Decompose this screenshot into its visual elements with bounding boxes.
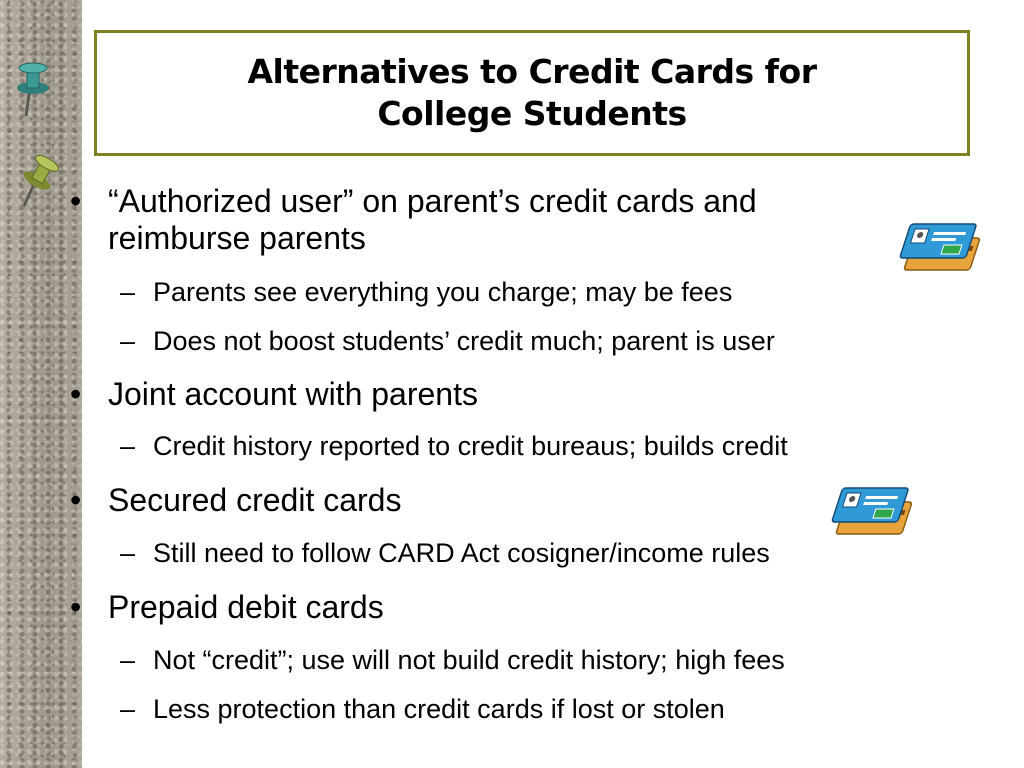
sub-bullet-item bbox=[120, 325, 775, 357]
sub-bullet-item bbox=[120, 644, 785, 676]
sub-bullet-text: Parents see everything you charge; may be fees bbox=[153, 277, 733, 307]
dash-marker: – bbox=[120, 326, 136, 356]
bullet-item bbox=[70, 183, 757, 257]
bullet-text: reimburse parents bbox=[108, 220, 366, 256]
bullet-item bbox=[70, 376, 478, 413]
bullet-text: Joint account with parents bbox=[108, 376, 478, 412]
sub-bullet-item bbox=[120, 276, 732, 308]
page-title bbox=[248, 51, 817, 135]
bullet-text: Secured credit cards bbox=[108, 482, 402, 518]
bullet-marker: • bbox=[70, 183, 82, 219]
pushpin-icon bbox=[8, 58, 64, 120]
sub-bullet-item bbox=[120, 430, 788, 462]
sub-bullet-text: Less protection than credit cards if lost or stolen bbox=[153, 694, 725, 724]
bullet-text: “Authorized user” on parent’s credit cards and bbox=[108, 183, 757, 219]
credit-cards-icon bbox=[830, 484, 922, 538]
title-line-1: Alternatives to Credit Cards for bbox=[247, 52, 817, 91]
bullet-marker: • bbox=[70, 376, 82, 412]
bullet-item bbox=[70, 482, 401, 519]
dash-marker: – bbox=[120, 431, 136, 461]
title-line-2: College Students bbox=[377, 94, 687, 133]
sub-bullet-text: Still need to follow CARD Act cosigner/income rules bbox=[153, 538, 770, 568]
dash-marker: – bbox=[120, 538, 136, 568]
dash-marker: – bbox=[120, 694, 136, 724]
sub-bullet-text: Credit history reported to credit bureaus; builds credit bbox=[153, 431, 788, 461]
dash-marker: – bbox=[120, 645, 136, 675]
sub-bullet-item bbox=[120, 537, 770, 569]
bullet-item bbox=[70, 589, 384, 626]
dash-marker: – bbox=[120, 277, 136, 307]
sub-bullet-text: Does not boost students’ credit much; parent is user bbox=[153, 326, 775, 356]
title-box bbox=[94, 30, 970, 156]
bullet-text: Prepaid debit cards bbox=[108, 589, 384, 625]
bullet-marker: • bbox=[70, 589, 82, 625]
sub-bullet-text: Not “credit”; use will not build credit history; high fees bbox=[153, 645, 785, 675]
credit-cards-icon bbox=[898, 220, 990, 274]
sub-bullet-item bbox=[120, 693, 725, 725]
pushpin-icon bbox=[14, 148, 70, 210]
bullet-marker: • bbox=[70, 482, 82, 518]
